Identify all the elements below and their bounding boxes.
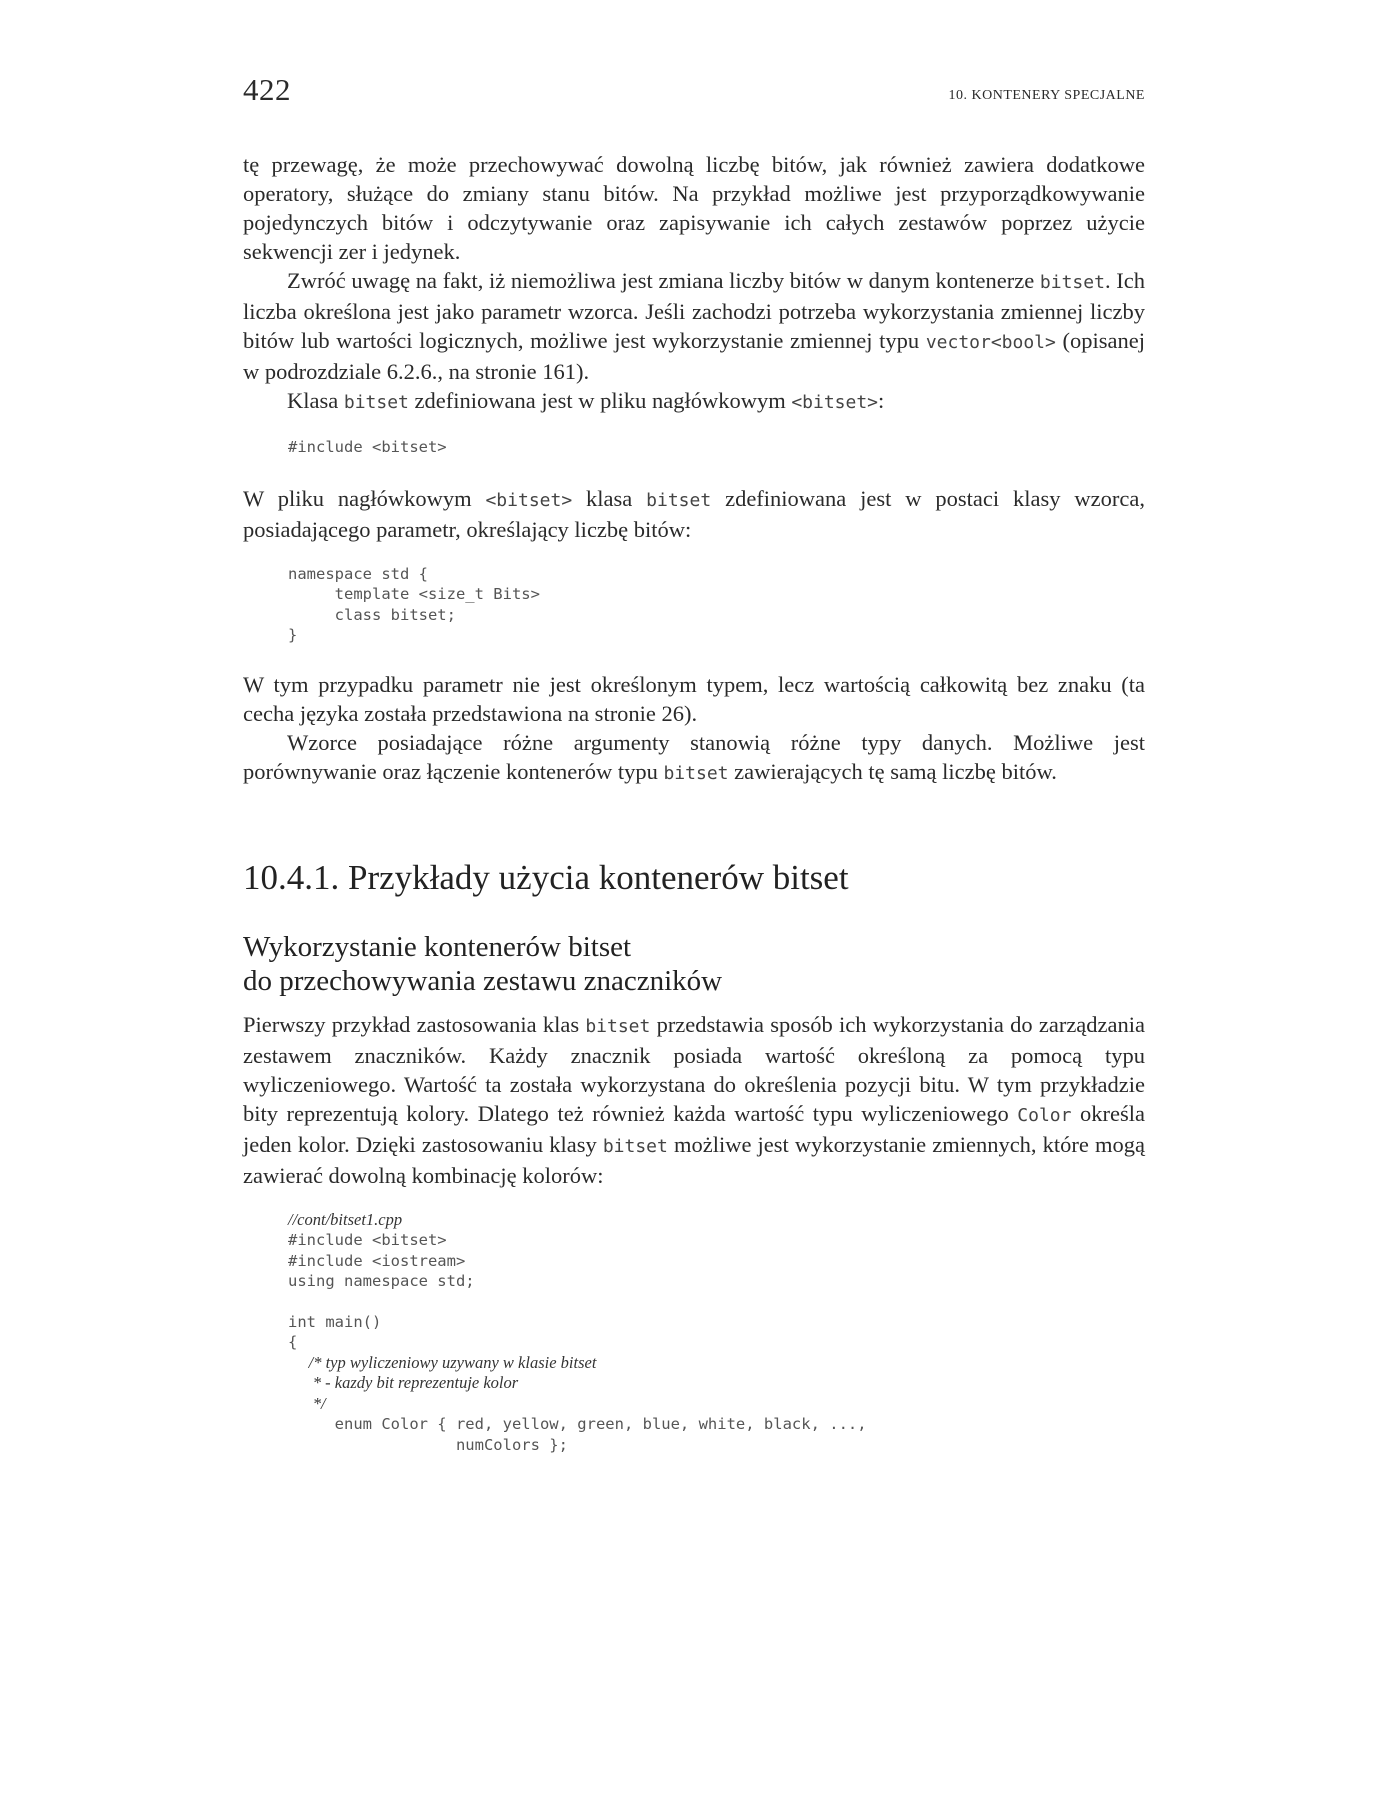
code-listing-includes: #include <bitset> #include <iostream> using namespace std;	[288, 1231, 475, 1290]
text-run: zdefiniowana jest w pliku nagłówkowym	[408, 388, 792, 413]
code-block-include: #include <bitset>	[288, 438, 447, 456]
subsection-heading-line: Wykorzystanie kontenerów bitset	[243, 930, 632, 963]
paragraph	[243, 266, 1145, 386]
text-run: Zwróć uwagę na fakt, iż niemożliwa jest zmiana liczby bitów w danym kontenerze	[287, 268, 1040, 293]
paragraph	[243, 1010, 1145, 1190]
page-body	[243, 150, 1145, 1455]
inline-code: <bitset>	[791, 392, 879, 413]
inline-code: bitset	[585, 1015, 651, 1037]
paragraph: tę przewagę, że może przechowywać dowolną liczbę bitów, jak również zawiera dodatkowe operatory, służące do zmiany stanu bitów. Na przykład możliwe jest przyporządkowywanie pojedynczych bitów i odczytywanie oraz zapisywanie ich całych zestawów poprzez użycie sekwencji zer i jedynek.	[243, 152, 1145, 264]
inline-code: <bitset>	[485, 489, 573, 511]
text-run: Wzorce posiadające różne argumenty stanowią różne typy danych. Możliwe jest porównywanie oraz łączenie kontenerów typu	[243, 729, 1145, 784]
text-run: zawierających tę samą liczbę bitów.	[728, 758, 1057, 784]
inline-code: bitset	[343, 392, 409, 413]
subsection-heading	[243, 930, 1145, 998]
paragraph	[243, 728, 1145, 788]
inline-code: vector<bool>	[925, 332, 1056, 353]
page-number: 422	[243, 72, 291, 107]
page-header	[243, 72, 1145, 112]
code-listing-comment	[243, 1353, 1145, 1415]
code-block-namespace: namespace std { template <size_t Bits> class bitset; }	[288, 564, 540, 644]
text-run: W pliku nagłówkowym	[243, 485, 486, 511]
text-run: :	[878, 388, 885, 413]
text-run: (opisanej w podrozdziale 6.2.6., na stronie 161).	[243, 328, 1145, 384]
text-run: określa jeden kolor. Dzięki zastosowaniu klasy	[243, 1100, 1145, 1157]
code-listing-enum: enum Color { red, yellow, green, blue, white, black, ..., numColors };	[334, 1415, 867, 1454]
text-run: zdefiniowana jest w postaci klasy wzorca, posiadającego parametr, określający liczbę bitów:	[243, 485, 1145, 542]
inline-code: Color	[1017, 1104, 1072, 1126]
text-run: przedstawia sposób ich wykorzystania do zarządzania zestawem znaczników. Każdy znacznik posiada wartość określoną za pomocą typu wyliczeniowego. Wartość ta została wykorzystana do określenia pozycji bitu. W tym przykładzie bity reprezentują kolory. Dlatego też również każda wartość typu wyliczeniowego	[243, 1011, 1145, 1126]
running-title: 10. KONTENERY SPECJALNE	[948, 88, 1145, 103]
paragraph	[243, 386, 1145, 417]
text-run: Pierwszy przykład zastosowania klas	[243, 1011, 586, 1037]
inline-code: bitset	[1039, 272, 1105, 293]
text-run: możliwe jest wykorzystanie zmiennych, które mogą zawierać dowolną kombinację kolorów:	[243, 1131, 1145, 1188]
code-comment: /* typ wyliczeniowy uzywany w klasie bitset * - kazdy bit reprezentuje kolor */	[308, 1352, 597, 1413]
paragraph: W tym przypadku parametr nie jest określonym typem, lecz wartością całkowitą bez znaku (ta cecha języka została przedstawiona na stronie 26).	[243, 671, 1145, 726]
text-run: klasa	[572, 485, 647, 511]
code-listing-main: int main() {	[288, 1312, 382, 1351]
section-heading: 10.4.1. Przykłady użycia kontenerów bitset	[243, 857, 849, 897]
inline-code: bitset	[646, 489, 712, 511]
paragraph	[243, 484, 1145, 544]
code-listing	[243, 1210, 1145, 1456]
text-run: Klasa	[287, 388, 344, 413]
subsection-heading-line: do przechowywania zestawu znaczników	[243, 964, 723, 997]
code-listing-filename	[243, 1210, 1145, 1231]
inline-code: bitset	[602, 1135, 668, 1157]
inline-code: bitset	[663, 762, 729, 784]
code-filename: //cont/bitset1.cpp	[288, 1209, 403, 1229]
text-run: . Ich liczba określona jest jako parametr wzorca. Jeśli zachodzi potrzeba wykorzystania zmiennej liczby bitów lub wartości logicznych, możliwe jest wykorzystanie zmiennej typu	[243, 268, 1145, 353]
